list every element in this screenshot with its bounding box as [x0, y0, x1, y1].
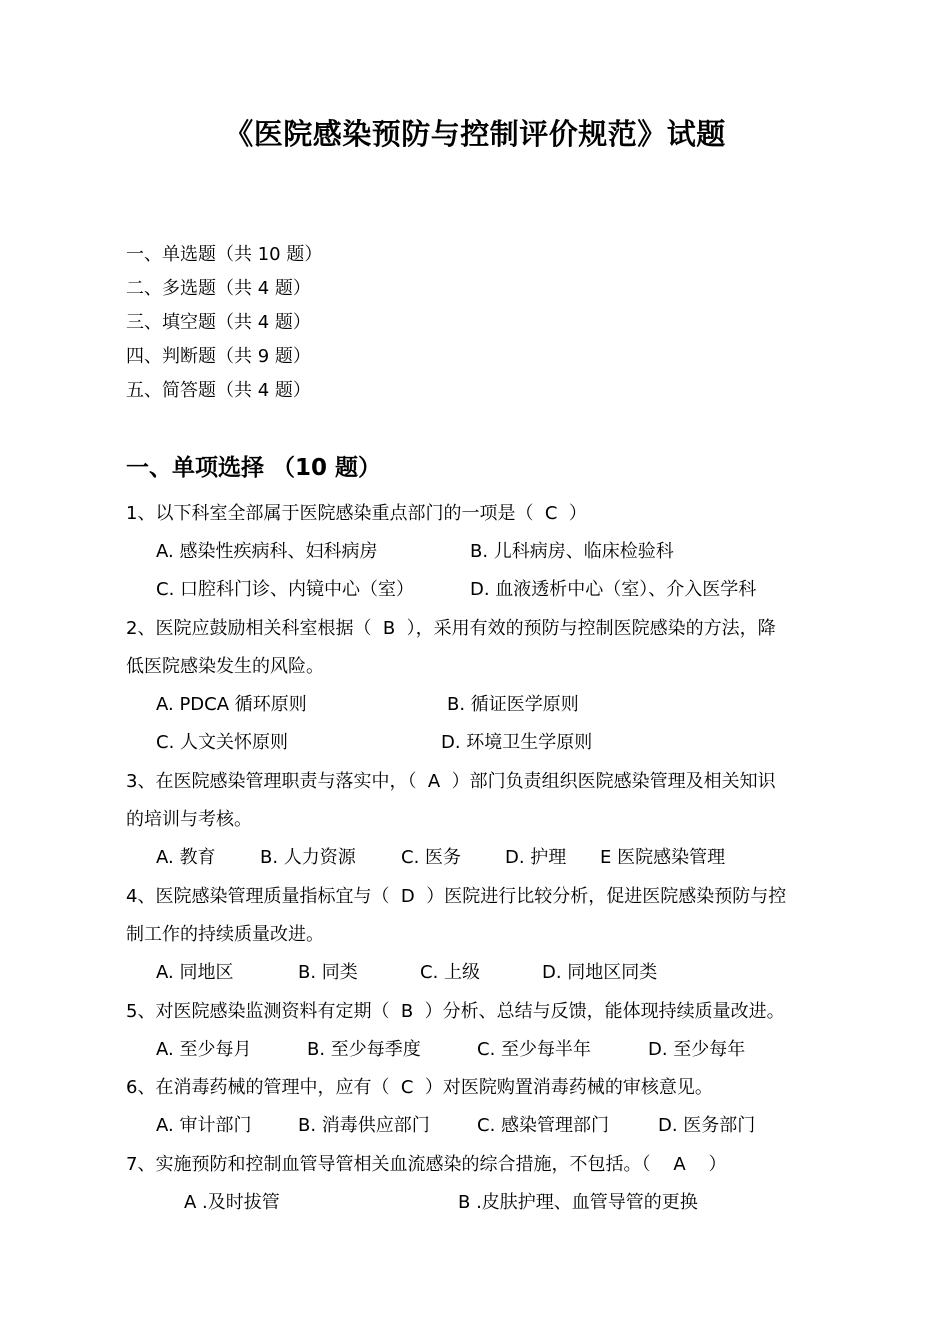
question-text-continued: 低医院感染发生的风险。 [126, 656, 324, 677]
question-text: 3、在医院感染管理职责与落实中，（ A ）部门负责组织医院感染管理及相关知识 [126, 771, 776, 792]
document-title: 《医院感染预防与控制评价规范》试题 [224, 117, 726, 151]
option-d: D. 至少每年 [648, 1039, 746, 1060]
option-e: E 医院感染管理 [600, 847, 726, 868]
options-row [156, 954, 856, 992]
question-text: 1、以下科室全部属于医院感染重点部门的一项是（ C ） [126, 503, 587, 524]
question-1 [126, 495, 826, 609]
toc-item-multiple-choice: 二、多选题（共 4 题） [126, 278, 311, 299]
option-c: C. 上级 [420, 962, 481, 983]
option-a: A. PDCA 循环原则 [156, 694, 307, 715]
option-d: D. 医务部门 [658, 1115, 756, 1136]
options-row [156, 571, 856, 609]
option-b: B. 人力资源 [260, 847, 356, 868]
option-c: C. 感染管理部门 [477, 1115, 610, 1136]
options-row [156, 724, 856, 762]
option-c: C. 口腔科门诊、内镜中心（室） [156, 579, 415, 600]
question-4 [126, 878, 826, 992]
question-5 [126, 993, 826, 1069]
options-row [156, 1031, 856, 1069]
toc-item-short-answer: 五、简答题（共 4 题） [126, 380, 311, 401]
toc-item-true-false: 四、判断题（共 9 题） [126, 346, 311, 367]
table-of-contents [126, 238, 322, 408]
option-d: D. 血液透析中心（室）、介入医学科 [470, 579, 757, 600]
question-text: 4、医院感染管理质量指标宜与（ D ）医院进行比较分析，促进医院感染预防与控 [126, 886, 787, 907]
question-text: 2、医院应鼓励相关科室根据（ B ），采用有效的预防与控制医院感染的方法，降 [126, 618, 776, 639]
option-b: B. 同类 [298, 962, 358, 983]
option-d: D. 同地区同类 [542, 962, 658, 983]
question-2 [126, 610, 826, 762]
option-a: A. 教育 [156, 847, 216, 868]
option-c: C. 医务 [401, 847, 462, 868]
question-6 [126, 1069, 826, 1145]
options-row [156, 686, 856, 724]
option-c: C. 至少每半年 [477, 1039, 592, 1060]
option-b: B. 循证医学原则 [447, 694, 579, 715]
question-7 [126, 1146, 826, 1222]
question-text: 6、在消毒药械的管理中，应有（ C ）对医院购置消毒药械的审核意见。 [126, 1077, 713, 1098]
question-text: 7、实施预防和控制血管导管相关血流感染的综合措施，不包括。（ A ） [126, 1154, 727, 1175]
options-row [156, 1107, 856, 1145]
option-d: D. 环境卫生学原则 [441, 732, 593, 753]
toc-item-single-choice: 一、单选题（共 10 题） [126, 244, 323, 265]
options-row [184, 1184, 884, 1222]
option-a: A .及时拔管 [184, 1192, 280, 1213]
options-row [156, 533, 856, 571]
option-b: B. 消毒供应部门 [298, 1115, 430, 1136]
toc-item-fill-blank: 三、填空题（共 4 题） [126, 312, 311, 333]
question-text: 5、对医院感染监测资料有定期（ B ）分析、总结与反馈，能体现持续质量改进。 [126, 1001, 785, 1022]
option-b: B. 儿科病房、临床检验科 [470, 541, 674, 562]
question-text-continued: 制工作的持续质量改进。 [126, 924, 324, 945]
question-text-continued: 的培训与考核。 [126, 809, 252, 830]
option-b: B. 至少每季度 [307, 1039, 421, 1060]
option-a: A. 同地区 [156, 962, 234, 983]
option-c: C. 人文关怀原则 [156, 732, 289, 753]
option-a: A. 审计部门 [156, 1115, 252, 1136]
option-d: D. 护理 [505, 847, 567, 868]
question-3 [126, 763, 826, 877]
option-a: A. 感染性疾病科、妇科病房 [156, 541, 378, 562]
option-a: A. 至少每月 [156, 1039, 252, 1060]
options-row [156, 839, 856, 877]
section-heading: 一、单项选择 （10 题） [126, 455, 382, 481]
option-b: B .皮肤护理、血管导管的更换 [458, 1192, 698, 1213]
